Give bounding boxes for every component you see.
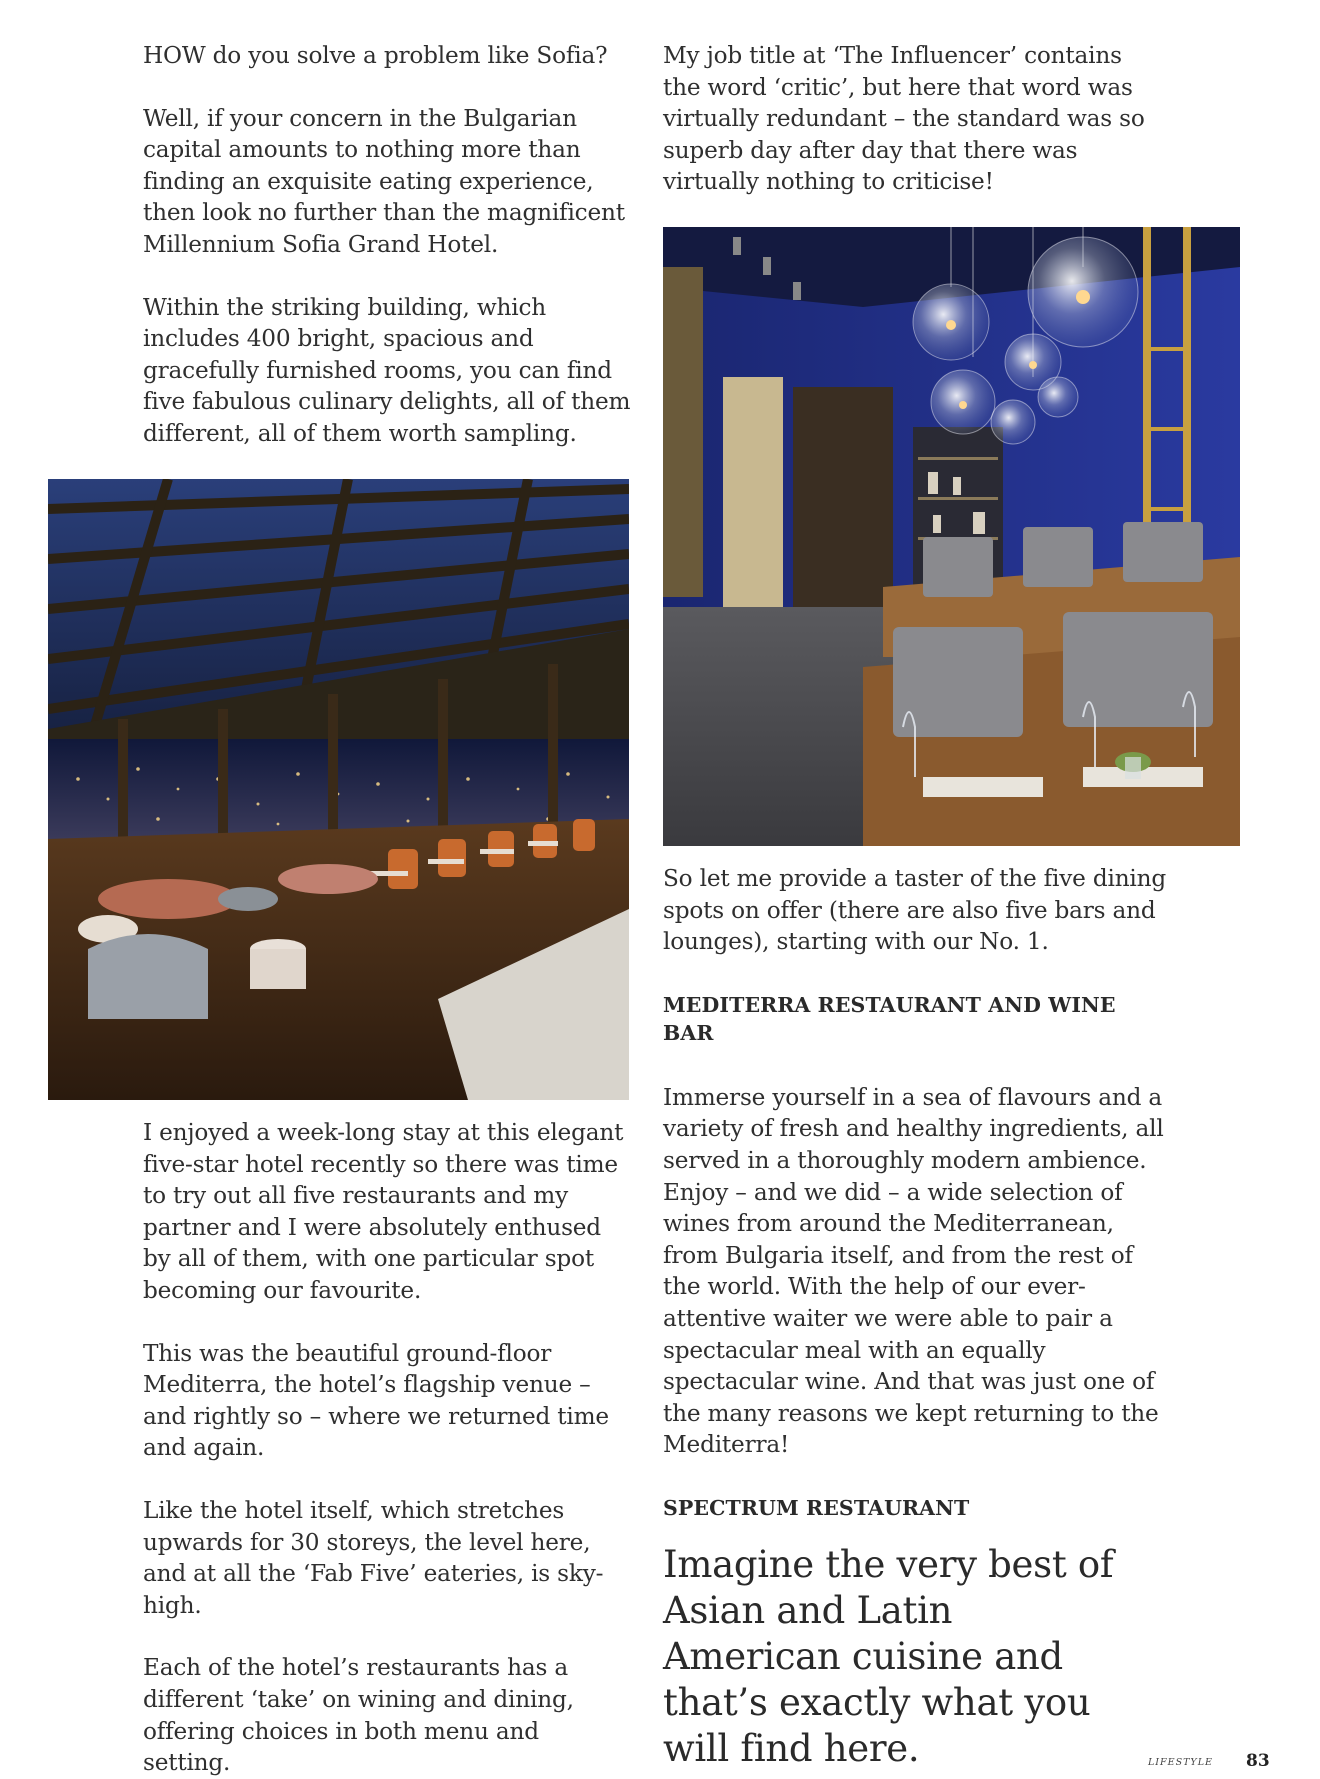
left-column-top bbox=[143, 40, 633, 450]
pull-quote: Imagine the very best of Asian and Latin American cuisine and that’s exactly what you will find here. bbox=[663, 1542, 1114, 1770]
paragraph: So let me provide a taster of the five dining spots on offer (there are also five bars and lounges), starting with our No. 1. bbox=[663, 865, 1167, 956]
paragraph: I enjoyed a week-long stay at this elegant five-star hotel recently so there was time to try out all five restaurants and my partner and I were absolutely enthused by all of them, with one particular spot becoming our favourite. bbox=[143, 1119, 624, 1304]
paragraph: Like the hotel itself, which stretches upwards for 30 storeys, the level here, and at all the ‘Fab Five’ eateries, is sky-high. bbox=[143, 1496, 604, 1619]
intro-question: HOW do you solve a problem like Sofia? bbox=[143, 42, 608, 69]
paragraph: Immerse yourself in a sea of flavours and a variety of fresh and healthy ingredients, all served in a thoroughly modern ambience. Enjoy – and we did – a wide selection of wines from around the Mediterranean, from Bulgaria itself, and from the rest of the world. With the help of our ever-attentive waiter we were able to pair a spectacular meal with an equally spectacular wine. And that was just one of the many reasons we kept returning to the Mediterra! bbox=[663, 1083, 1164, 1459]
page-number: 83 bbox=[1246, 1751, 1270, 1771]
right-column-bottom bbox=[663, 863, 1168, 1772]
paragraph: Within the striking building, which includes 400 bright, spacious and gracefully furnished rooms, you can find five fabulous culinary delights, all of them different, all of them worth sampling. bbox=[143, 293, 631, 447]
paragraph: This was the beautiful ground-floor Mediterra, the hotel’s flagship venue – and rightly so – where we returned time and again. bbox=[143, 1339, 609, 1462]
paragraph: Each of the hotel’s restaurants has a different ‘take’ on wining and dining, offering choices in both menu and setting. bbox=[143, 1654, 574, 1777]
rooftop-restaurant-photo bbox=[48, 479, 629, 1100]
section-heading-spectrum: SPECTRUM RESTAURANT bbox=[663, 1495, 970, 1520]
rooftop-restaurant-illustration bbox=[48, 479, 629, 1100]
paragraph: Well, if your concern in the Bulgarian capital amounts to nothing more than finding an exquisite eating experience, then look no further than the magnificent Millennium Sofia Grand Hotel. bbox=[143, 104, 625, 258]
right-column-top bbox=[663, 40, 1163, 198]
section-heading-mediterra: MEDITERRA RESTAURANT AND WINE BAR bbox=[663, 992, 1116, 1045]
dining-room-illustration bbox=[663, 227, 1240, 846]
mediterra-dining-room-photo bbox=[663, 227, 1240, 846]
left-column-bottom bbox=[143, 1117, 633, 1779]
paragraph: My job title at ‘The Influencer’ contains the word ‘critic’, but here that word was virtually redundant – the standard was so superb day after day that there was virtually nothing to criticise! bbox=[663, 42, 1145, 196]
footer-section-label: LIFESTYLE bbox=[1148, 1757, 1213, 1768]
